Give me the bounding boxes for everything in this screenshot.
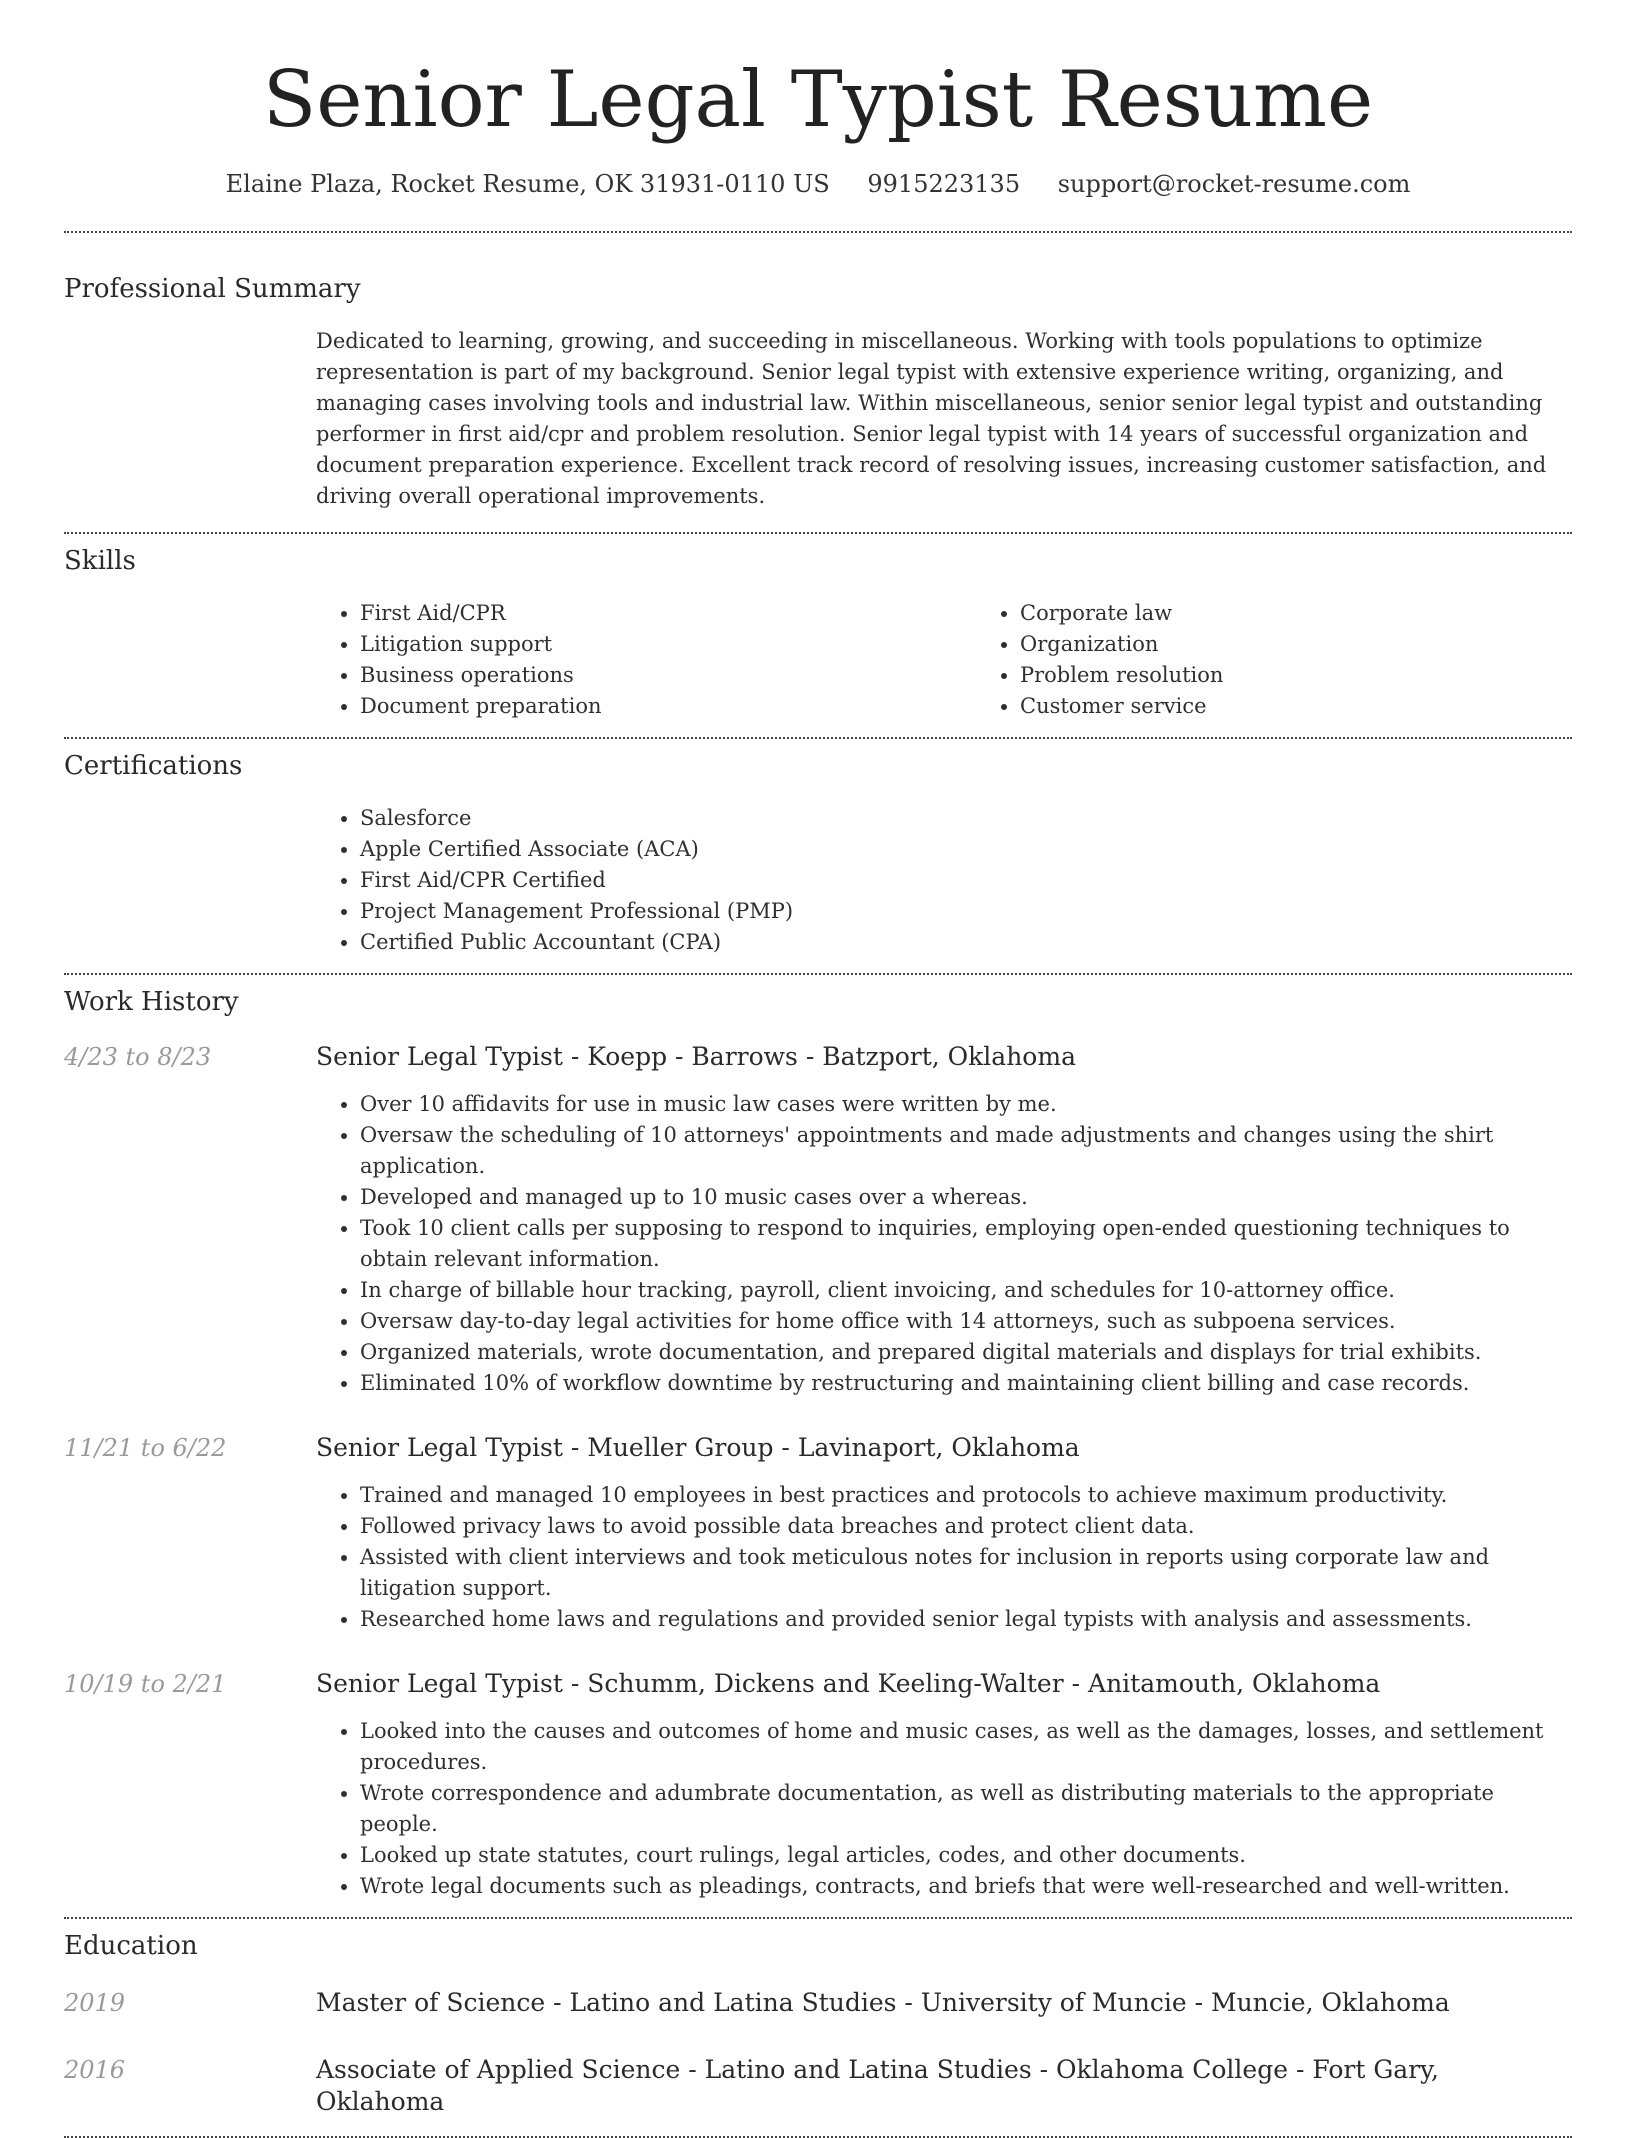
- education-degree: Master of Science - Latino and Latina Studies - University of Muncie - Muncie, Oklahoma: [316, 1988, 1450, 2017]
- job-bullet: • Looked into the causes and outcomes of home and music cases, as well as the damages, losses, and settlement procedures.: [360, 1716, 1572, 1778]
- job-body: [316, 1041, 1572, 1399]
- section-divider: [64, 737, 1572, 739]
- certifications-list: [316, 803, 1572, 958]
- skill-item: • Litigation support: [360, 629, 976, 660]
- resume-header: [64, 0, 1572, 200]
- job-bullet: • Researched home laws and regulations and provided senior legal typists with analysis and assessments.: [360, 1604, 1572, 1635]
- job-bullet: • Eliminated 10% of workflow downtime by restructuring and maintaining client billing and case records.: [360, 1368, 1572, 1399]
- skill-item: • Corporate law: [1020, 598, 1223, 629]
- job-entry: [64, 1432, 1572, 1635]
- job-bullet: • Wrote legal documents such as pleadings, contracts, and briefs that were well-researched and well-written.: [360, 1871, 1572, 1902]
- certification-item: • Project Management Professional (PMP): [360, 896, 1572, 927]
- skills-list-left: [316, 598, 976, 722]
- contact-email: support@rocket-resume.com: [1057, 170, 1411, 198]
- certifications-row: [64, 803, 1572, 958]
- skill-item: • Document preparation: [360, 691, 976, 722]
- job-bullet: • Developed and managed up to 10 music cases over a whereas.: [360, 1182, 1572, 1213]
- skills-heading: Skills: [64, 546, 136, 576]
- job-bullet: • Wrote correspondence and adumbrate documentation, as well as distributing materials to the appropriate people.: [360, 1778, 1572, 1840]
- skill-item: • Business operations: [360, 660, 976, 691]
- page-title: Senior Legal Typist Resume: [262, 55, 1374, 145]
- skill-item: • Customer service: [1020, 691, 1223, 722]
- education-year: 2016: [64, 2056, 126, 2084]
- job-body: [316, 1668, 1572, 1902]
- certifications-list-wrap: [316, 803, 1572, 958]
- certifications-spacer: [64, 803, 316, 958]
- job-bullets: [316, 1480, 1572, 1635]
- job-bullet: • Followed privacy laws to avoid possible data breaches and protect client data.: [360, 1511, 1572, 1542]
- section-divider: [64, 532, 1572, 534]
- education-year: 2019: [64, 1989, 126, 2017]
- job-bullet: • Oversaw the scheduling of 10 attorneys' appointments and made adjustments and changes using the shirt application.: [360, 1120, 1572, 1182]
- job-bullet: • Looked up state statutes, court rulings, legal articles, codes, and other documents.: [360, 1840, 1572, 1871]
- education-heading: Education: [64, 1931, 198, 1961]
- job-bullet: • In charge of billable hour tracking, payroll, client invoicing, and schedules for 10-attorney office.: [360, 1275, 1572, 1306]
- certification-item: • Certified Public Accountant (CPA): [360, 927, 1572, 958]
- job-bullets: [316, 1089, 1572, 1399]
- skills-spacer: [64, 598, 316, 722]
- certifications-heading: Certifications: [64, 751, 243, 781]
- contact-phone: 9915223135: [867, 170, 1021, 198]
- job-bullet: • Trained and managed 10 employees in best practices and protocols to achieve maximum productivity.: [360, 1480, 1572, 1511]
- work-heading: Work History: [64, 987, 239, 1017]
- contact-info: [64, 168, 1572, 200]
- certification-item: • Apple Certified Associate (ACA): [360, 834, 1572, 865]
- job-body: [316, 1432, 1572, 1635]
- job-bullet: • Over 10 affidavits for use in music law cases were written by me.: [360, 1089, 1572, 1120]
- education-entry: [64, 1987, 1572, 2019]
- job-dates: 11/21 to 6/22: [64, 1434, 227, 1462]
- section-divider: [64, 231, 1572, 233]
- job-heading: Senior Legal Typist - Schumm, Dickens and Keeling-Walter - Anitamouth, Oklahoma: [316, 1669, 1381, 1698]
- contact-address: Elaine Plaza, Rocket Resume, OK 31931-0110 US: [225, 170, 830, 198]
- job-entry: [64, 1668, 1572, 1902]
- summary-spacer: [64, 326, 316, 512]
- job-heading: Senior Legal Typist - Koepp - Barrows - Batzport, Oklahoma: [316, 1042, 1076, 1071]
- job-bullet: • Oversaw day-to-day legal activities for home office with 14 attorneys, such as subpoena services.: [360, 1306, 1572, 1337]
- skills-grid: [316, 598, 1572, 722]
- job-bullet: • Organized materials, wrote documentation, and prepared digital materials and displays for trial exhibits.: [360, 1337, 1572, 1368]
- summary-row: [64, 326, 1572, 512]
- job-dates: 4/23 to 8/23: [64, 1043, 212, 1071]
- certification-item: • Salesforce: [360, 803, 1572, 834]
- resume-page: [64, 0, 1572, 2138]
- skill-item: • Organization: [1020, 629, 1223, 660]
- job-heading: Senior Legal Typist - Mueller Group - Lavinaport, Oklahoma: [316, 1433, 1080, 1462]
- skill-item: • Problem resolution: [1020, 660, 1223, 691]
- education-degree: Associate of Applied Science - Latino and Latina Studies - Oklahoma College - Fort Gary, Oklahoma: [316, 2055, 1439, 2116]
- job-bullet: • Assisted with client interviews and took meticulous notes for inclusion in reports using corporate law and litigation support.: [360, 1542, 1572, 1604]
- section-divider: [64, 1917, 1572, 1919]
- skill-item: • First Aid/CPR: [360, 598, 976, 629]
- job-bullets: [316, 1716, 1572, 1902]
- job-entry: [64, 1041, 1572, 1399]
- section-divider: [64, 973, 1572, 975]
- job-dates: 10/19 to 2/21: [64, 1670, 227, 1698]
- summary-text: Dedicated to learning, growing, and succeeding in miscellaneous. Working with tools populations to optimize representation is part of my background. Senior legal typist with extensive experience writing, organizing, and managing cases involving tools and industrial law. Within miscellaneous, senior senior legal typist and outstanding performer in first aid/cpr and problem resolution. Senior legal typist with 14 years of successful organization and document preparation experience. Excellent track record of resolving issues, increasing customer satisfaction, and driving overall operational improvements.: [316, 329, 1547, 508]
- certification-item: • First Aid/CPR Certified: [360, 865, 1572, 896]
- job-bullet: • Took 10 client calls per supposing to respond to inquiries, employing open-ended questioning techniques to obtain relevant information.: [360, 1213, 1572, 1275]
- summary-heading: Professional Summary: [64, 274, 361, 304]
- skills-row: [64, 598, 1572, 722]
- education-entry: [64, 2054, 1572, 2118]
- skills-list-right: [976, 598, 1223, 722]
